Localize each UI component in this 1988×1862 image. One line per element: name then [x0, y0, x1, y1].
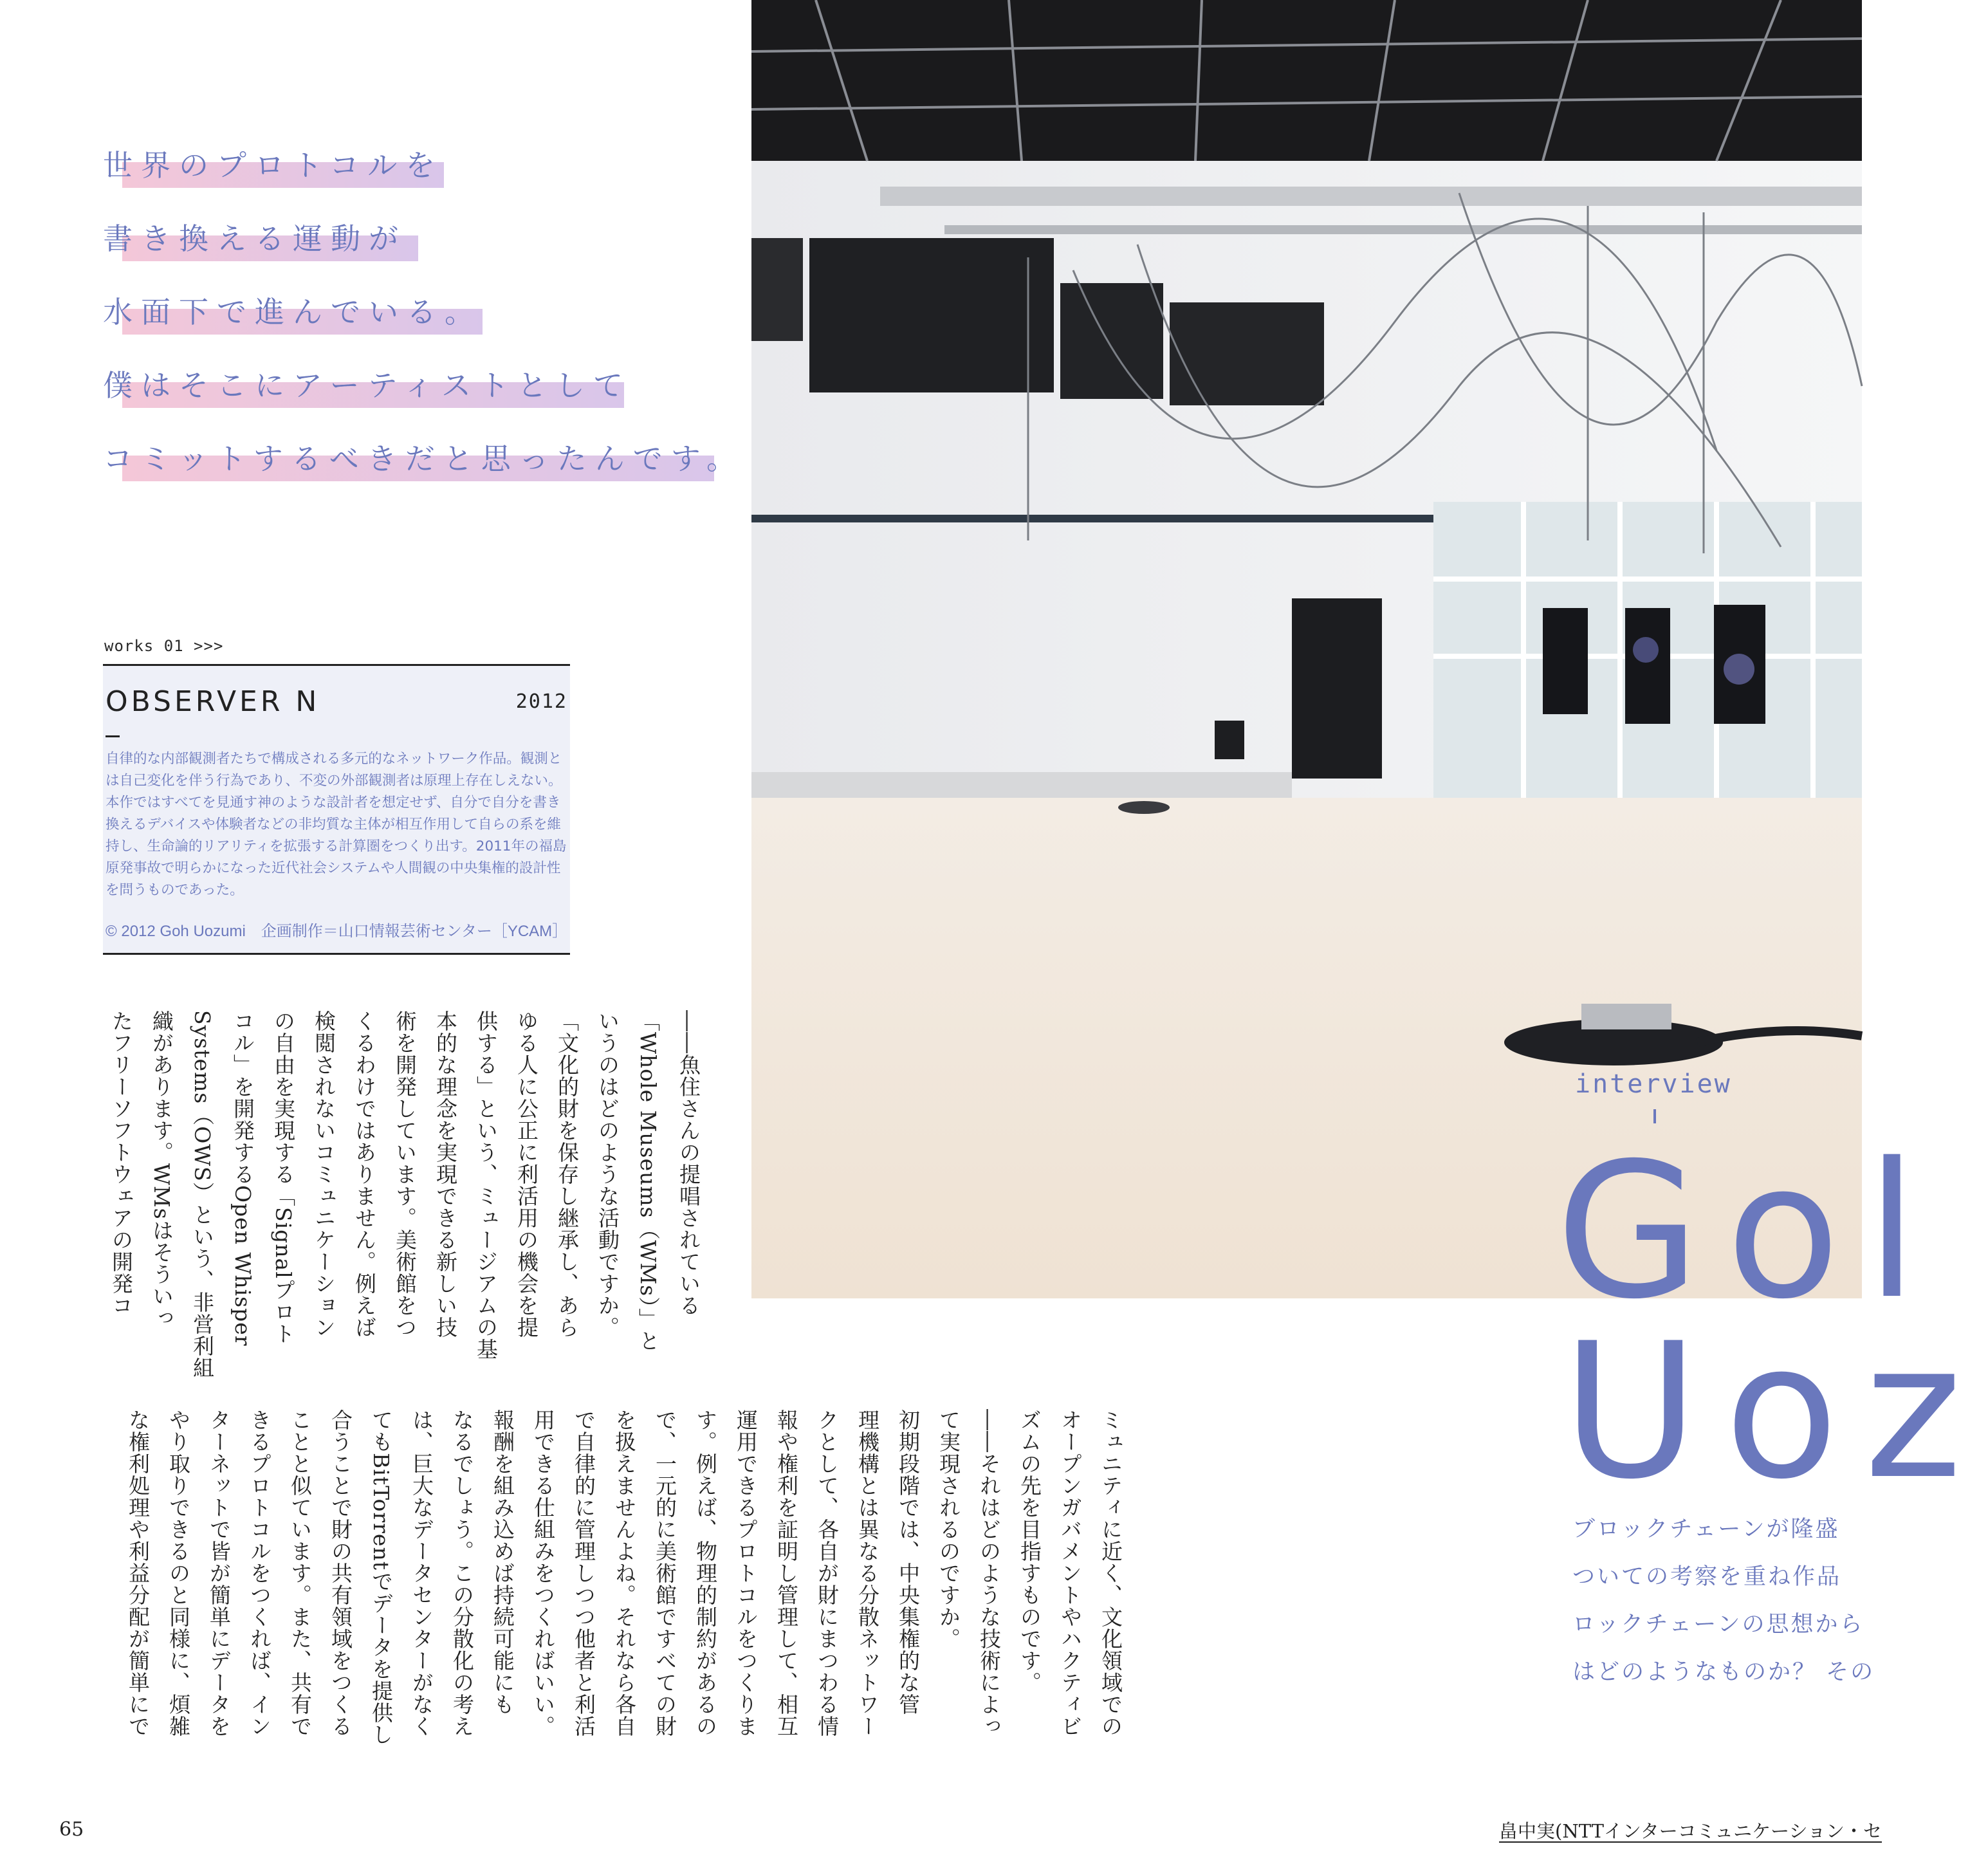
- text-column: ――魚住さんの提唱されている: [676, 1010, 701, 1316]
- text-column: なるでしょう。この分散化の考え: [450, 1409, 475, 1737]
- pull-quote-line: [103, 215, 744, 263]
- pull-quote-line: [103, 435, 744, 483]
- text-column: な権利処理や利益分配が簡単にで: [125, 1409, 151, 1737]
- text-column: きるプロトコルをつくれば、イン: [247, 1409, 272, 1737]
- page-number: 65: [59, 1818, 84, 1841]
- text-column: 本的な理念を実現できる新しい技: [433, 1010, 458, 1338]
- text-column: やり取りできるのと同様に、煩雑: [166, 1409, 191, 1737]
- text-column: いうのはどのような活動ですか。: [595, 1010, 620, 1338]
- text-column: で自律的に管理しつつ他者と利活: [571, 1409, 596, 1737]
- text-column: Systems（OWS）という、非営利組: [190, 1010, 215, 1379]
- text-column: 報や権利を証明し管理して、相互: [774, 1409, 799, 1737]
- text-column: で、一元的に美術館ですべての財: [652, 1409, 677, 1737]
- text-column: 合うことで財の共有領域をつくる: [328, 1409, 353, 1737]
- text-column: ゆる人に公正に利活用の機会を提: [514, 1010, 539, 1338]
- text-column: 理機構とは異なる分散ネットワー: [855, 1409, 880, 1737]
- text-column: の自由を実現する「Signalプロト: [271, 1010, 296, 1345]
- text-column: は、巨大なデータセンターがなく: [409, 1409, 434, 1737]
- text-column: ――それはどのような技術によっ: [977, 1409, 1002, 1737]
- pull-quote-line: [103, 362, 744, 409]
- text-column: 初期段階では、中央集権的な管: [896, 1409, 921, 1715]
- text-column: 術を開発しています。美術館をつ: [392, 1010, 418, 1338]
- divider: [1653, 1109, 1656, 1123]
- works-label: works 01 >>>: [104, 637, 224, 655]
- text-column: クとして、各自が財にまつわる情: [815, 1409, 840, 1737]
- text-column: て実現されるのですか。: [936, 1409, 961, 1650]
- text-column: ズムの先を目指すものです。: [1017, 1409, 1042, 1693]
- gallery-scene-illustration: [751, 0, 1862, 1298]
- works-credit: © 2012 Goh Uozumi 企画制作＝山口情報芸術センター［YCAM］: [106, 923, 568, 940]
- divider: [106, 735, 120, 737]
- installation-photo: [751, 0, 1862, 1298]
- pull-quote-text: 水面下で進んでいる。: [103, 295, 483, 329]
- text-column: オープンガバメントやハクティビ: [1058, 1409, 1083, 1737]
- text-column: たフリーソフトウェアの開発コ: [109, 1010, 134, 1316]
- text-column: ターネットで皆が簡単にデータを: [207, 1409, 232, 1737]
- pull-quote-line: [103, 142, 744, 189]
- works-info-box: [103, 664, 570, 955]
- pull-quote-text: 僕はそこにアーティストとして: [103, 368, 631, 403]
- text-column: ことと似ています。また、共有で: [288, 1409, 313, 1737]
- lead-text: [1572, 1506, 1881, 1696]
- works-description: 自律的な内部観測者たちで構成される多元的なネットワーク作品。観測とは自己変化を伴う行為であり、不変の外部観測者は原理上存在しえない。本作ではすべてを見通す神のような設計者を想定せず、自分で自分を書き換えるデバイスや体験者などの非均質な主体が相互作用して自らの系を維持し、生命論的リアリティを拡張する計算圏をつくり出す。2011年の福島原発事故で明らかになった近代社会システムや人間観の中央集権的設計性を問うものであった。: [106, 751, 567, 898]
- text-column: を扱えませんよね。それなら各自: [612, 1409, 637, 1737]
- lead-line: ブロックチェーンが隆盛: [1572, 1516, 1840, 1542]
- pull-quote-text: コミットするべきだと思ったんです。: [103, 441, 745, 476]
- lead-line: はどのようなものか？ その: [1572, 1659, 1875, 1685]
- pull-quote-text: 書き換える運動が: [103, 221, 407, 256]
- interview-label: interview: [1575, 1069, 1732, 1099]
- lead-line: ロックチェーンの思想から: [1572, 1612, 1864, 1637]
- text-column: 「文化的財を保存し継承し、あら: [555, 1010, 580, 1338]
- works-title: OBSERVER N: [106, 685, 320, 718]
- pull-quote: [103, 142, 744, 508]
- text-column: 運用できるプロトコルをつくりま: [733, 1409, 759, 1737]
- text-column: てもBitTorrentでデータを提供し: [369, 1409, 394, 1746]
- text-column: 織があります。WMsはそういっ: [149, 1010, 174, 1329]
- text-column: 「Whole Museums（WMs）」と: [636, 1010, 661, 1352]
- body-text-upper: [101, 1010, 709, 1435]
- interviewee-name-line-2: Uoz: [1562, 1304, 1988, 1520]
- text-column: ミュニティに近く、文化領域での: [1098, 1409, 1123, 1737]
- pull-quote-line: [103, 288, 744, 336]
- text-column: くるわけではありません。例えば: [352, 1010, 377, 1338]
- text-column: 報酬を組み込めば持続可能にも: [490, 1409, 515, 1715]
- interviewee-name-line-1: Gol: [1556, 1123, 1944, 1340]
- text-column: す。例えば、物理的制約があるの: [693, 1409, 718, 1737]
- text-column: コル」を開発するOpen Whisper: [230, 1010, 255, 1347]
- lead-line: ついての考察を重ね作品: [1572, 1564, 1842, 1590]
- text-column: 用できる仕組みをつくればいい。: [531, 1409, 556, 1737]
- body-text-lower: [118, 1409, 1131, 1769]
- text-column: 供する」という、ミュージアムの基: [474, 1010, 499, 1360]
- works-year: 2012: [515, 690, 567, 713]
- text-column: 検閲されないコミュニケーション: [311, 1010, 336, 1338]
- author-credit: 畠中実(NTTインターコミュニケーション・セ: [1499, 1820, 1882, 1842]
- pull-quote-text: 世界のプロトコルを: [103, 148, 444, 183]
